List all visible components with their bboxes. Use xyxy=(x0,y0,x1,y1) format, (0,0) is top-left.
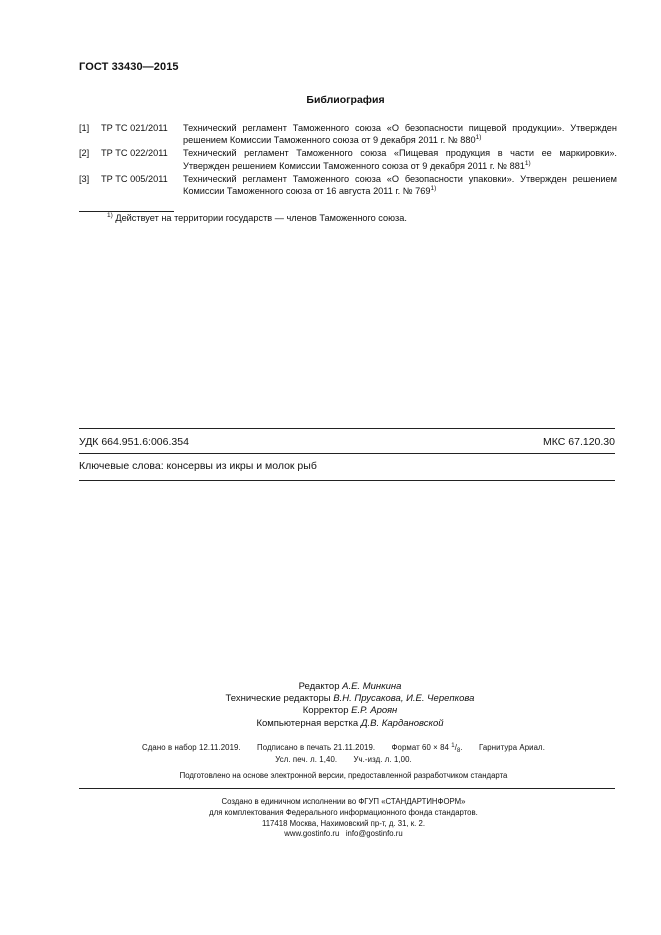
classification-mid-rule xyxy=(79,453,615,454)
footnote xyxy=(107,213,407,223)
footnote-ref: 1) xyxy=(524,159,531,167)
bibliography-entry-3 xyxy=(79,173,617,198)
prepared-note: Подготовлено на основе электронной версии, предоставленной разработчиком стандарта xyxy=(179,771,508,780)
footnote-divider xyxy=(79,211,174,212)
doc-code: ГОСТ 33430—2015 xyxy=(79,61,179,73)
footnote-ref: 1) xyxy=(475,134,482,142)
footnote-mark: 1) xyxy=(107,212,113,219)
credit-editor: Редактор А.Е. Минкина xyxy=(298,681,402,692)
entry-text: Технический регламент Таможенного союза «О безопасности упаковки». Утвержден решением Комиссии Таможенного союза от 16 августа 2011 г. № 769$^{1)}$ xyxy=(183,173,617,197)
credit-layout: Компьютерная верстка Д.В. Кардановской xyxy=(256,717,444,729)
entry-code: ТР ТС 022/2011 xyxy=(101,148,168,159)
publisher-line-3: 117418 Москва, Нахимовский пр-т, д. 31, к. 2. xyxy=(261,818,426,828)
keywords: Ключевые слова: консервы из икры и молок рыб xyxy=(79,460,317,472)
bibliography-entry-2 xyxy=(79,147,617,172)
entry-text: Технический регламент Таможенного союза «Пищевая продукция в части ее маркировки». Утвержден решением Комиссии Таможенного союза от 9 декабря 2011 г. № 881$^{1)}$ xyxy=(183,148,617,171)
mks-code: МКС 67.120.30 xyxy=(543,436,615,448)
publisher-line-2: для комплектования Федерального информационного фонда стандартов. xyxy=(209,807,478,817)
credits-block xyxy=(180,681,520,730)
publisher-rule xyxy=(79,788,615,789)
footnote-text: Действует на территории государств — членов Таможенного союза. xyxy=(115,213,407,223)
entry-number: [2] xyxy=(79,148,90,159)
entry-number: [3] xyxy=(79,173,90,184)
entry-text: Технический регламент Таможенного союза «О безопасности пищевой продукции». Утвержден решением Комиссии Таможенного союза от 9 декабря 2011 г. № 880$^{1)}$ xyxy=(183,123,617,146)
entry-number: [1] xyxy=(79,123,90,133)
publisher-line-1: Создано в единичном исполнении во ФГУП «СТАНДАРТИНФОРМ» xyxy=(221,797,466,806)
print-info-line-2: Усл. печ. л. 1,40. Уч.-изд. л. 1,00. xyxy=(275,755,412,764)
bibliography-entry-1 xyxy=(79,122,617,147)
entry-code: ТР ТС 021/2011 xyxy=(101,123,168,133)
credit-tech-editors: Технические редакторы В.Н. Прусакова, И.Е. Черепкова xyxy=(225,693,475,705)
bibliography-title: Библиография xyxy=(306,94,385,106)
bibliography-list xyxy=(79,122,617,198)
classification-bottom-rule xyxy=(79,480,615,481)
publisher-website-link[interactable]: www.gostinfo.ru xyxy=(284,829,340,839)
footnote-ref: 1) xyxy=(430,185,437,193)
print-info-line-1: Сдано в набор 12.11.2019. Подписано в печать 21.11.2019. Формат 60 × 84 $^1/_8$. Гарнитура Ариал. xyxy=(142,743,545,754)
print-info xyxy=(0,742,661,766)
udk-code: УДК 664.951.6:006.354 xyxy=(79,436,189,448)
format-value: Формат 60 × 84 $^1/_8$. xyxy=(391,743,463,754)
publisher-block xyxy=(0,797,661,840)
entry-code: ТР ТС 005/2011 xyxy=(101,173,168,184)
publisher-contacts xyxy=(26,829,661,840)
publisher-email-link[interactable]: info@gostinfo.ru xyxy=(345,829,403,839)
classification-top-rule xyxy=(79,428,615,429)
credit-corrector: Корректор Е.Р. Ароян xyxy=(302,705,398,717)
